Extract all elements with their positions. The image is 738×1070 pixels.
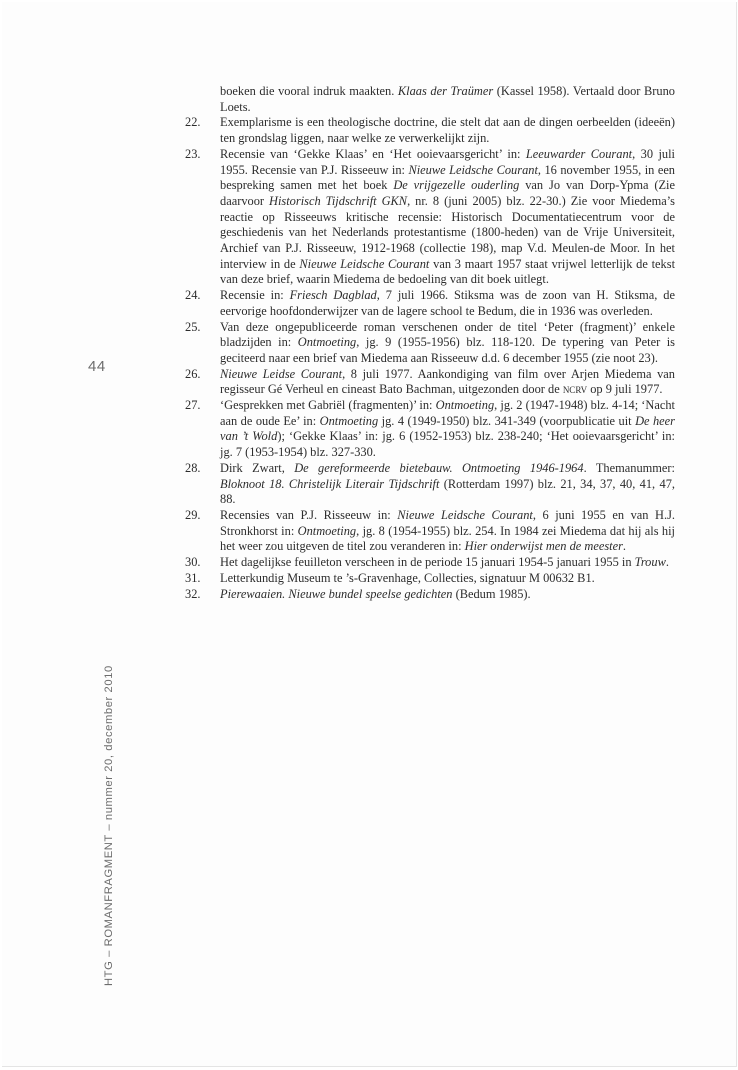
endnote-number: 26. [185, 366, 201, 381]
endnote-title: Trouw [634, 555, 666, 570]
endnote-text-segment: boeken die vooral indruk maakten. [220, 84, 398, 98]
endnote [185, 461, 675, 508]
endnote-text-segment: , jg. 9 (1955-1956) blz. 118-120. De typering van Peter is geciteerd naar een brief van Miedema aan Risseeuw d.d. 6 december 1955 (zie noot 23). [220, 335, 675, 365]
endnote-number: 22. [185, 115, 201, 130]
endnote [185, 84, 675, 115]
endnote-text [220, 367, 675, 397]
endnote-title: Ontmoeting [297, 523, 357, 538]
endnote-text-segment: , 30 juli 1955. Recensie van P.J. Risseeuw in: [220, 146, 675, 177]
endnote-number: 28. [185, 460, 201, 475]
endnote-number: 29. [185, 507, 201, 522]
endnote-number: 31. [185, 570, 201, 585]
endnote-text-segment: Recensie in: [220, 288, 290, 303]
endnote [185, 571, 675, 587]
endnote [185, 587, 675, 603]
endnote-text-segment: van Jo van Dorp-Ypma (Zie daarvoor [220, 178, 675, 208]
endnote-text-segment: Van deze ongepubliceerde roman verschenen onder de titel ‘Peter (fragment)’ enkele bladzijden in: [220, 319, 675, 350]
endnote-title: Leeuwarder Courant [525, 146, 633, 161]
endnote-text-segment: Het dagelijkse feuilleton verscheen in de periode 15 januari 1954-5 januari 1955 in [220, 555, 635, 570]
endnote-title: De gereformeerde bietebauw. Ontmoeting 1946-1964 [294, 460, 584, 475]
endnote-text-segment: (Rotterdam 1997) blz. 21, 34, 37, 40, 41, 47, 88. [220, 476, 675, 507]
endnote-text [220, 84, 675, 114]
endnote [185, 508, 675, 555]
page-number: 44 [88, 358, 106, 375]
endnote [185, 115, 675, 146]
endnote-text-segment: Recensies van P.J. Risseeuw in: [220, 507, 398, 522]
endnote [185, 555, 675, 571]
endnote-title: Klaas der Traümer [397, 84, 494, 98]
endnote-text-segment: Dirk Zwart, [220, 460, 295, 475]
endnote-title: Hier onderwijst men de meester [464, 539, 623, 554]
endnote-title: De vrijgezelle ouderling [393, 178, 520, 193]
endnote [185, 147, 675, 288]
endnote-text-segment: , nr. 8 (juni 2005) blz. 22-30.) Zie voor Miedema’s reactie op Risseeuws kritische recensie: Historisch Documentatiecentrum voor de geschiedenis van het Nederlands protestantisme (1800-heden) van de Vrije Universiteit, Archief van P.J. Risseeuw, 1912-1968 (collectie 198), map V.d. Meulen-de Moor. In het interview in de [220, 193, 675, 271]
endnote-text [220, 571, 595, 585]
endnote-title: Ontmoeting [297, 335, 357, 350]
endnote-text-segment: Recensie van ‘Gekke Klaas’ en ‘Het ooievaarsgericht’ in: [220, 146, 526, 161]
endnote-text-segment: jg. 4 (1949-1950) blz. 341-349 (voorpublicatie uit [378, 413, 636, 428]
endnote-text-segment: Exemplarisme is een theologische doctrine, die stelt dat aan de dingen oerbeelden (ideeën) ten grondslag liggen, naar welke ze verwerkelijkt zijn. [220, 115, 675, 146]
endnote-text [220, 587, 531, 601]
endnote-text-segment: Letterkundig Museum te ’s-Gravenhage, Collecties, signatuur M 00632 B1. [220, 570, 595, 585]
endnote-title: Ontmoeting [435, 398, 495, 413]
endnote-text [220, 288, 675, 318]
endnote-title: Nieuwe Leidsche Courant [299, 256, 430, 271]
endnote-text [220, 461, 675, 506]
endnote-text-segment: ‘Gesprekken met Gabriël (fragmenten)’ in: [220, 398, 436, 413]
endnote-text-segment: (Kassel 1958). Vertaald door Bruno Loets. [220, 84, 675, 114]
document-page [2, 2, 737, 1067]
endnote-text-segment: . [665, 555, 669, 570]
endnote [185, 320, 675, 367]
endnote [185, 288, 675, 319]
endnote-text-segment: ); ‘Gekke Klaas’ in: jg. 6 (1952-1953) blz. 238-240; ‘Het ooievaarsgericht’ in: jg. 7 (1953-1954) blz. 327-330. [220, 429, 675, 460]
endnote-title: Historisch Tijdschrift GKN [269, 193, 408, 208]
endnote-title: Nieuwe Leidse Courant [220, 366, 343, 381]
endnote [185, 398, 675, 461]
endnote-text-segment: , 7 juli 1966. Stiksma was de zoon van H. Stiksma, de eervorige hoofdonderwijzer van de lagere school te Bedum, die in 1936 was overleden. [220, 288, 675, 318]
endnote-number: 30. [185, 555, 201, 570]
endnote-text-segment: . Themanummer: [583, 460, 675, 475]
endnote-title: Ontmoeting [319, 413, 379, 428]
endnote-text-segment: , jg. 8 (1954-1955) blz. 254. In 1984 zei Miedema dat hij als hij het weer zou uitgeven de titel zou veranderen in: [220, 523, 676, 554]
endnote-text [220, 320, 675, 365]
endnote-text [220, 555, 669, 569]
endnote-text-segment: van 3 maart 1957 staat vrijwel letterlijk de tekst van deze brief, waarin Miedema de bedoeling van dit boek uitlegt. [220, 256, 676, 287]
endnote-number: 24. [185, 288, 201, 303]
endnote-text [220, 147, 675, 287]
endnote-title: Friesch Dagblad [289, 288, 377, 303]
endnote-title: Bloknoot 18. Christelijk Literair Tijdschrift [220, 476, 440, 491]
endnote-text-segment: . [622, 539, 627, 554]
endnote-number: 23. [185, 146, 201, 161]
endnote-title: Nieuwe Leidsche Courant [397, 507, 533, 522]
endnote-text-segment: , jg. 2 (1947-1948) blz. 4-14; ‘Nacht aan de oude Ee’ in: [220, 398, 675, 428]
endnote [185, 367, 675, 398]
endnote-text-segment: , 16 november 1955, in een bespreking samen met het boek [220, 162, 676, 193]
endnote-text [220, 398, 675, 459]
endnotes-list [185, 84, 675, 602]
endnote-title: Pierewaaien. Nieuwe bundel speelse gedichten [220, 586, 453, 601]
endnote-text-segment: (Bedum 1985). [452, 586, 531, 601]
endnote-text-segment: , 6 juni 1955 en van H.J. Stronkhorst in: [220, 507, 675, 538]
endnote-text-segment: ncrv [562, 382, 588, 397]
endnote-number: 27. [185, 398, 201, 413]
running-head: HTG – ROMANFRAGMENT – nummer 20, december 2010 [103, 665, 115, 986]
endnote-number: 32. [185, 586, 201, 601]
endnote-title: Nieuwe Leidsche Courant [408, 162, 538, 177]
endnote-text [220, 115, 675, 145]
endnote-title: De heer van ’t Wold [220, 413, 675, 444]
endnote-text-segment: op 9 juli 1977. [587, 382, 663, 397]
endnote-number: 25. [185, 319, 201, 334]
endnote-text [220, 508, 675, 553]
endnote-text-segment: , 8 juli 1977. Aankondiging van film over Arjen Miedema van regisseur Gé Verheul en cineast Bato Bachman, uitgezonden door de [220, 366, 675, 397]
